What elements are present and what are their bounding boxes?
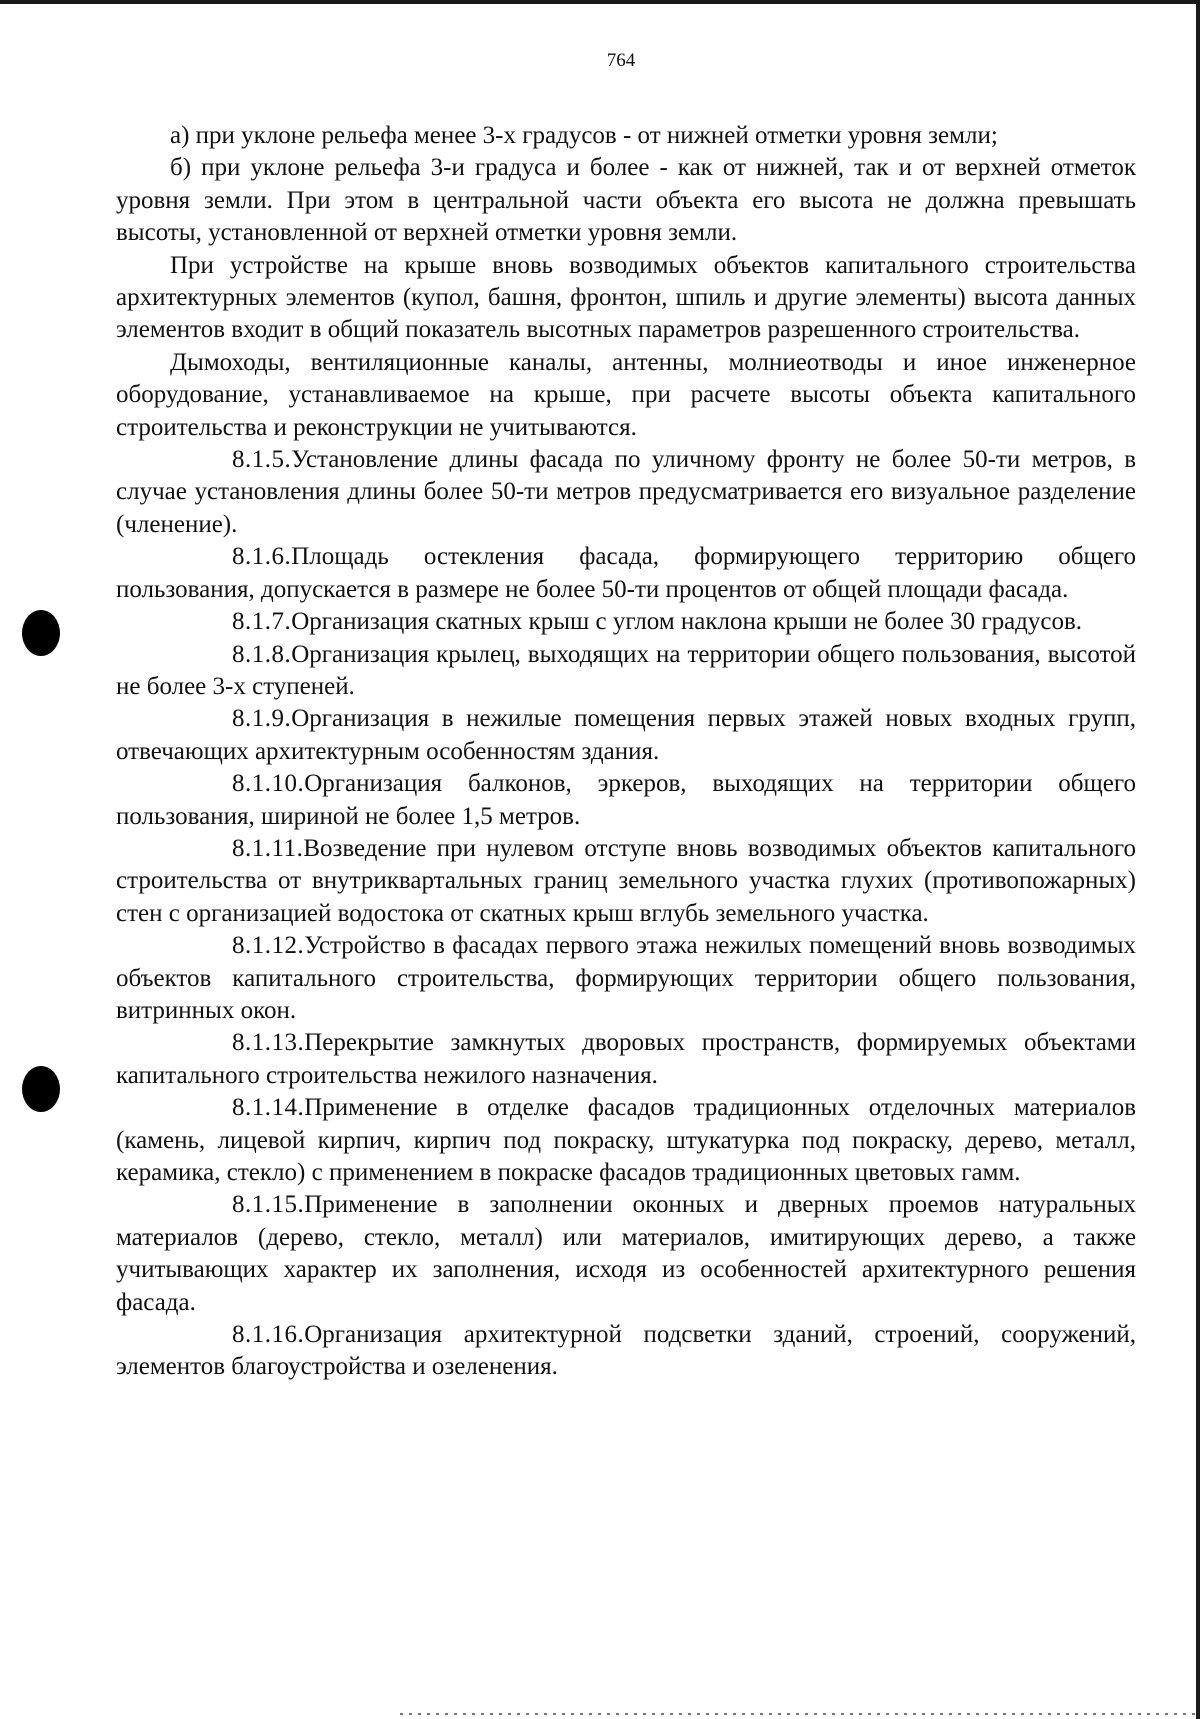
paragraph-roof-elements: При устройстве на крыше вновь возводимых объектов капитального строительства архитектурных элементов (купол, башня, фронтон, шпиль и другие элементы) высота данных элементов входит в общий показатель высотных параметров разрешенного строительства. xyxy=(116,251,1136,344)
paragraph-a: а) при уклоне рельефа менее 3-х градусов - от нижней отметки уровня земли; xyxy=(170,122,998,149)
document-body xyxy=(116,120,1136,1384)
clause-number: 8.1.13. xyxy=(232,1029,305,1057)
clause-number: 8.1.12. xyxy=(232,932,305,960)
scan-edge-dots xyxy=(400,1713,1200,1715)
punch-hole-upper xyxy=(22,610,60,656)
clause-8-1-6 xyxy=(116,541,1136,606)
paragraph-equipment: Дымоходы, вентиляционные каналы, антенны, молниеотводы и иное инженерное оборудование, устанавливаемое на крыше, при расчете высоты объекта капитального строительства и реконструкции не учитываются. xyxy=(116,348,1136,441)
clause-8-1-7 xyxy=(116,606,1136,638)
clause-8-1-11 xyxy=(116,833,1136,930)
clause-text: Площадь остекления фасада, формирующего территорию общего пользования, допускается в размере не более 50-ти процентов от общей площади фасада. xyxy=(116,543,1136,603)
clause-8-1-14 xyxy=(116,1092,1136,1189)
scan-border-right xyxy=(1196,0,1200,1719)
clause-number: 8.1.16. xyxy=(232,1321,305,1349)
clause-number: 8.1.9. xyxy=(232,705,292,733)
clause-8-1-15 xyxy=(116,1189,1136,1319)
clause-number: 8.1.11. xyxy=(232,834,304,862)
clause-text: Организация скатных крыш с углом наклона крыши не более 30 градусов. xyxy=(291,608,1083,636)
clause-text: Возведение при нулевом отступе вновь возводимых объектов капитального строительства от внутриквартальных границ земельного участка глухих (противопожарных) стен с организацией водостока от скатных крыш вглубь земельного участка. xyxy=(116,834,1136,927)
page-number: 764 xyxy=(606,50,636,71)
clause-number: 8.1.7. xyxy=(232,608,292,636)
clause-text: Применение в заполнении оконных и дверных проемов натуральных материалов (дерево, стекло, металл) или материалов, имитирующих дерево, а также учитывающих характер их заполнения, исходя из особенностей архитектурного решения фасада. xyxy=(116,1191,1136,1316)
clause-8-1-9 xyxy=(116,703,1136,768)
clause-text: Перекрытие замкнутых дворовых пространств, формируемых объектами капитального строительства нежилого назначения. xyxy=(116,1029,1136,1089)
clause-8-1-5 xyxy=(116,444,1136,541)
clause-text: Устройство в фасадах первого этажа нежилых помещений вновь возводимых объектов капитального строительства, формирующих территории общего пользования, витринных окон. xyxy=(116,932,1136,1024)
clause-number: 8.1.14. xyxy=(232,1094,305,1122)
clause-number: 8.1.5. xyxy=(232,446,292,474)
clause-number: 8.1.10. xyxy=(232,770,305,798)
clause-text: Организация крылец, выходящих на территории общего пользования, высотой не более 3-х ступеней. xyxy=(116,640,1136,700)
clause-8-1-13 xyxy=(116,1027,1136,1092)
paragraph-b: б) при уклоне рельефа 3-и градуса и более - как от нижней, так и от верхней отметок уровня земли. При этом в центральной части объекта его высота не должна превышать высоты, установленной от верхней отметки уровня земли. xyxy=(116,154,1136,247)
clause-text: Применение в отделке фасадов традиционных отделочных материалов (камень, лицевой кирпич, кирпич под покраску, штукатурка под покраску, дерево, металл, керамика, стекло) с применением в покраске фасадов традиционных цветовых гамм. xyxy=(116,1094,1136,1186)
clause-text: Организация в нежилые помещения первых этажей новых входных групп, отвечающих архитектурным особенностям здания. xyxy=(116,705,1136,765)
clause-8-1-8 xyxy=(116,639,1136,704)
clause-text: Установление длины фасада по уличному фронту не более 50-ти метров, в случае установления длины более 50-ти метров предусматривается его визуальное разделение (членение). xyxy=(116,446,1136,538)
clause-number: 8.1.15. xyxy=(232,1191,305,1219)
clause-8-1-10 xyxy=(116,768,1136,833)
clause-number: 8.1.8. xyxy=(232,640,292,668)
scan-border-top xyxy=(0,0,1200,4)
clause-text: Организация балконов, эркеров, выходящих на территории общего пользования, шириной не более 1,5 метров. xyxy=(116,770,1136,830)
clause-8-1-12 xyxy=(116,930,1136,1027)
clause-number: 8.1.6. xyxy=(232,543,292,571)
clause-text: Организация архитектурной подсветки зданий, строений, сооружений, элементов благоустройства и озеленения. xyxy=(116,1321,1136,1381)
punch-hole-lower xyxy=(22,1066,60,1112)
clause-8-1-16 xyxy=(116,1319,1136,1384)
